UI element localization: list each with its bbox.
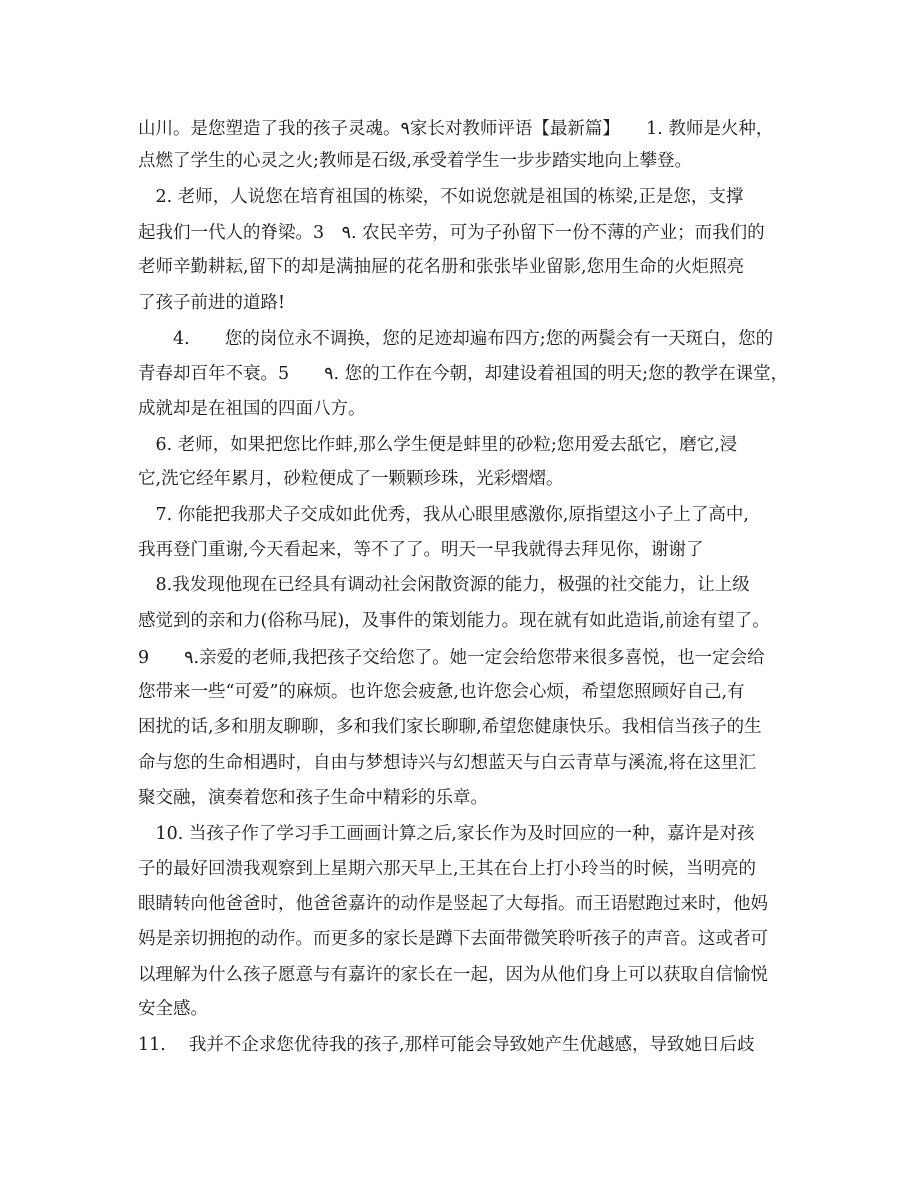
text-line-19: 命与您的生命相遇时，自由与梦想诗兴与幻想蓝天与白云青草与溪流,将在这里汇 [138, 753, 757, 773]
text-line-2: 点燃了学生的心灵之火;教师是石级,承受着学生一步步踏实地向上攀登。 [138, 151, 692, 171]
text-line-25: 以理解为什么孩子愿意与有嘉许的家长在一起，因为从他们身上可以获取自信愉悦 [138, 965, 768, 985]
text-line-23: 眼睛转向他爸爸时，他爸爸嘉许的动作是竖起了大每指。而王语慰跑过来时，他妈 [138, 894, 768, 914]
text-line-16: 9 ٩.亲爱的老师,我把孩子交给您了。她一定会给您带来很多喜悦，也一定会给 [138, 648, 765, 668]
text-line-3: 2. 老师，人说您在培育祖国的栋梁，不如说您就是祖国的栋梁,正是您，支撑 [138, 187, 744, 207]
text-line-5: 老师辛勤耕耘,留下的却是满抽屉的花名册和张张毕业留影,您用生命的火炬照亮 [138, 257, 745, 277]
text-line-4: 起我们一代人的脊梁。3 ٩. 农民辛劳，可为子孙留下一份不薄的产业；而我们的 [138, 223, 765, 243]
text-line-1: 山川。是您塑造了我的孩子灵魂。٩家长对教师评语【最新篇】 1. 教师是火种， [138, 119, 774, 139]
text-line-8: 青春却百年不衰。5 ٩. 您的工作在今朝，却建设着祖国的明天;您的教学在课堂， [138, 364, 788, 384]
text-line-11: 它,洗它经年累月，砂粒便成了一颗颗珍珠，光彩熠熠。 [138, 469, 564, 489]
text-line-9: 成就却是在祖国的四面八方。 [138, 399, 366, 419]
text-line-13: 我再登门重谢,今天看起来，等不了了。明天一早我就得去拜见你，谢谢了 [138, 540, 704, 560]
text-line-21: 10. 当孩子作了学习手工画画计算之后,家长作为及时回应的一种，嘉许是对孩 [138, 824, 755, 844]
text-line-7: 4. 您的岗位永不调换，您的足迹却遍布四方;您的两鬓会有一天斑白，您的 [138, 329, 774, 349]
text-line-6: 了孩子前进的道路! [138, 293, 286, 313]
text-line-12: 7. 你能把我那犬子交成如此优秀，我从心眼里感激你,原指望这小子上了高中, [138, 505, 749, 525]
text-line-20: 聚交融，演奏着您和孩子生命中精彩的乐章。 [138, 788, 488, 808]
text-line-27: 11. 我并不企求您优待我的孩子,那样可能会导致她产生优越感，导致她日后歧 [138, 1035, 755, 1055]
text-line-26: 安全感。 [138, 999, 208, 1019]
text-line-14: 8.我发现他现在已经具有调动社会闲散资源的能力，极强的社交能力，让上级 [138, 575, 750, 595]
text-line-22: 子的最好回溃我观察到上星期六那天早上,王其在台上打小玲当的时候，当明亮的 [138, 859, 757, 879]
text-line-10: 6. 老师，如果把您比作蚌,那么学生便是蚌里的砂粒;您用爱去舐它，磨它,浸 [138, 435, 738, 455]
text-line-17: 您带来一些“可爱”的麻烦。也许您会疲惫,也许您会心烦，希望您照顾好自己,有 [138, 682, 745, 702]
text-line-24: 妈是亲切拥抱的动作。而更多的家长是蹲下去面带微笑聆听孩子的声音。这或者可 [138, 929, 768, 949]
text-line-18: 困扰的话,多和朋友聊聊，多和我们家长聊聊,希望您健康快乐。我相信当孩子的生 [138, 717, 762, 737]
text-line-15: 感觉到的亲和力(俗称马屁)，及事件的策划能力。现在就有如此造诣,前途有望了。 [138, 611, 770, 631]
